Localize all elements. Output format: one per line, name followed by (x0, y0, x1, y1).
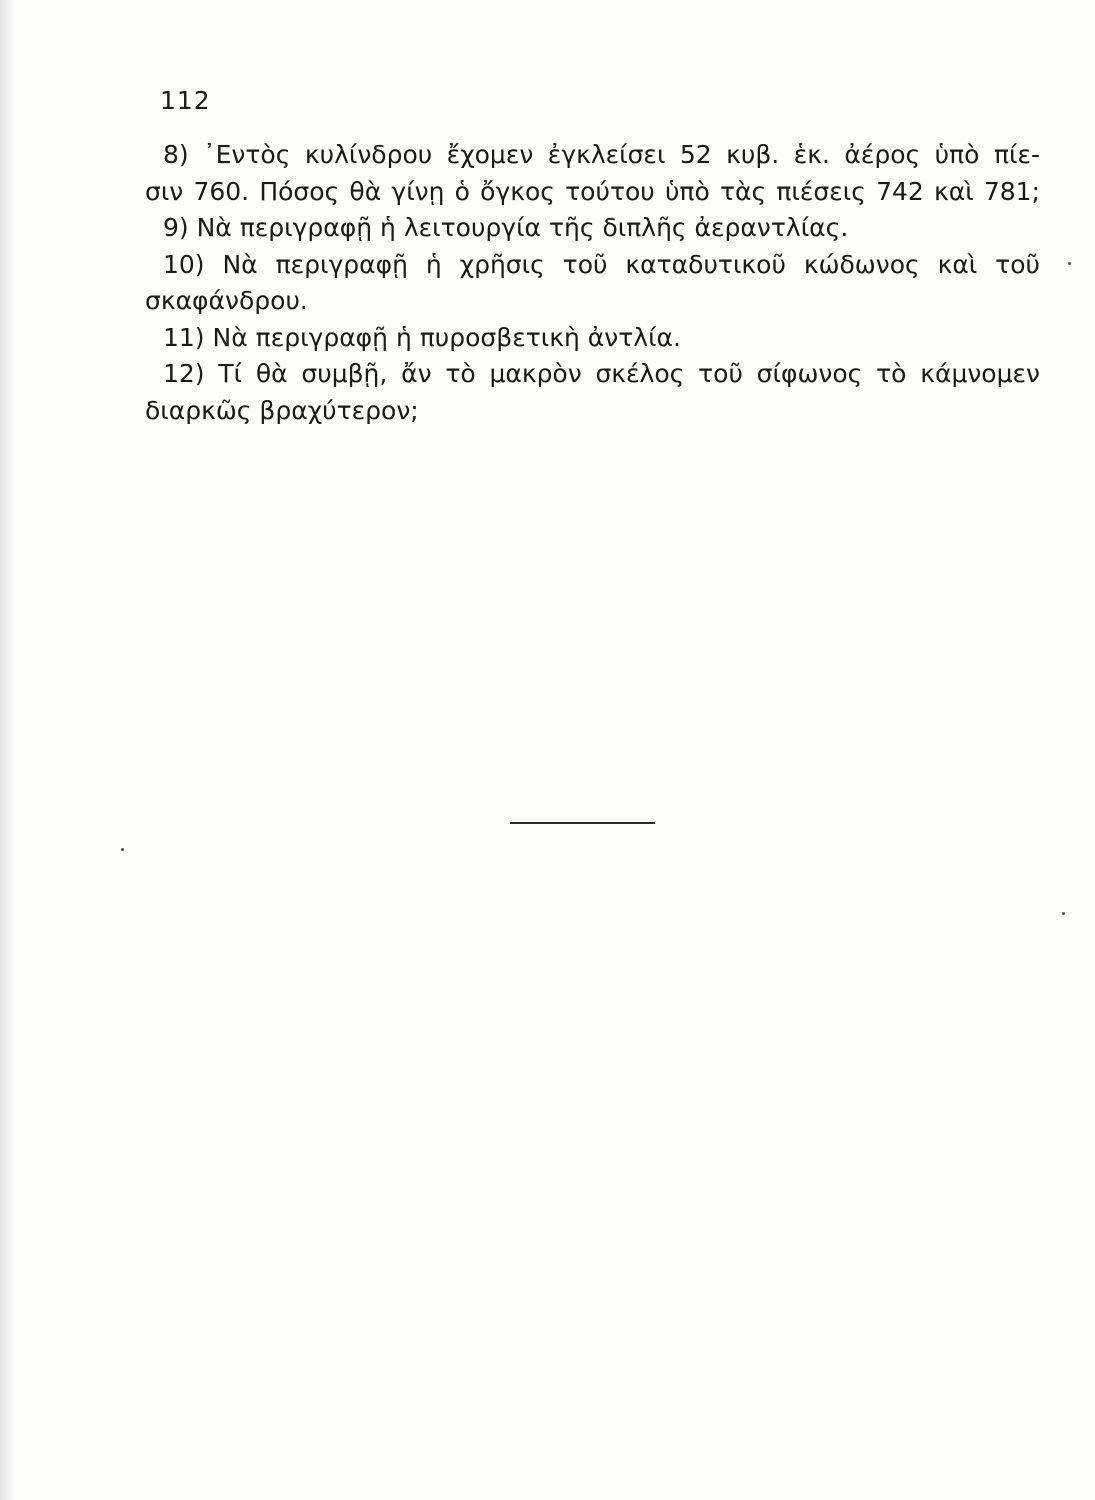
page-edge-shadow (0, 0, 14, 1500)
print-speck (1062, 912, 1065, 915)
exercise-12-line-2: διαρκῶς βραχύτερον; (145, 395, 419, 425)
exercise-11-line-1: 11) Νὰ περιγραφῇ ἡ πυροσβετικὴ ἀντλία. (163, 322, 681, 352)
exercise-9-line-1: 9) Νὰ περιγραφῇ ἡ λειτουργία τῆς διπλῆς ἀεραντλίας. (163, 213, 849, 242)
exercise-10-line-1: 10) Νὰ περιγραφῇ ἡ χρῆσις τοῦ καταδυτικοῦ κώδωνος καὶ τοῦ (163, 249, 1040, 279)
print-speck (1068, 262, 1071, 265)
exercise-10-line-2: σκαφάνδρου. (145, 286, 308, 315)
page-number: 112 (160, 86, 211, 115)
section-separator-rule (510, 822, 655, 824)
exercise-8-line-2: σιν 760. Πόσος θὰ γίνῃ ὁ ὄγκος τούτου ὑπὸ τὰς πιέσεις 742 καὶ 781; (145, 176, 1040, 206)
exercise-12-line-1: 12) Τί θὰ συμβῇ, ἄν τὸ μακρὸν σκέλος τοῦ σίφωνος τὸ κάμνομεν (163, 359, 1040, 388)
exercise-list (145, 137, 1040, 429)
exercise-8-line-1: 8) ᾽Εντὸς κυλίνδρου ἔχομεν ἐγκλείσει 52 κυβ. ἑκ. ἀέρος ὑπὸ πίε- (163, 140, 1040, 169)
print-speck (121, 848, 124, 851)
